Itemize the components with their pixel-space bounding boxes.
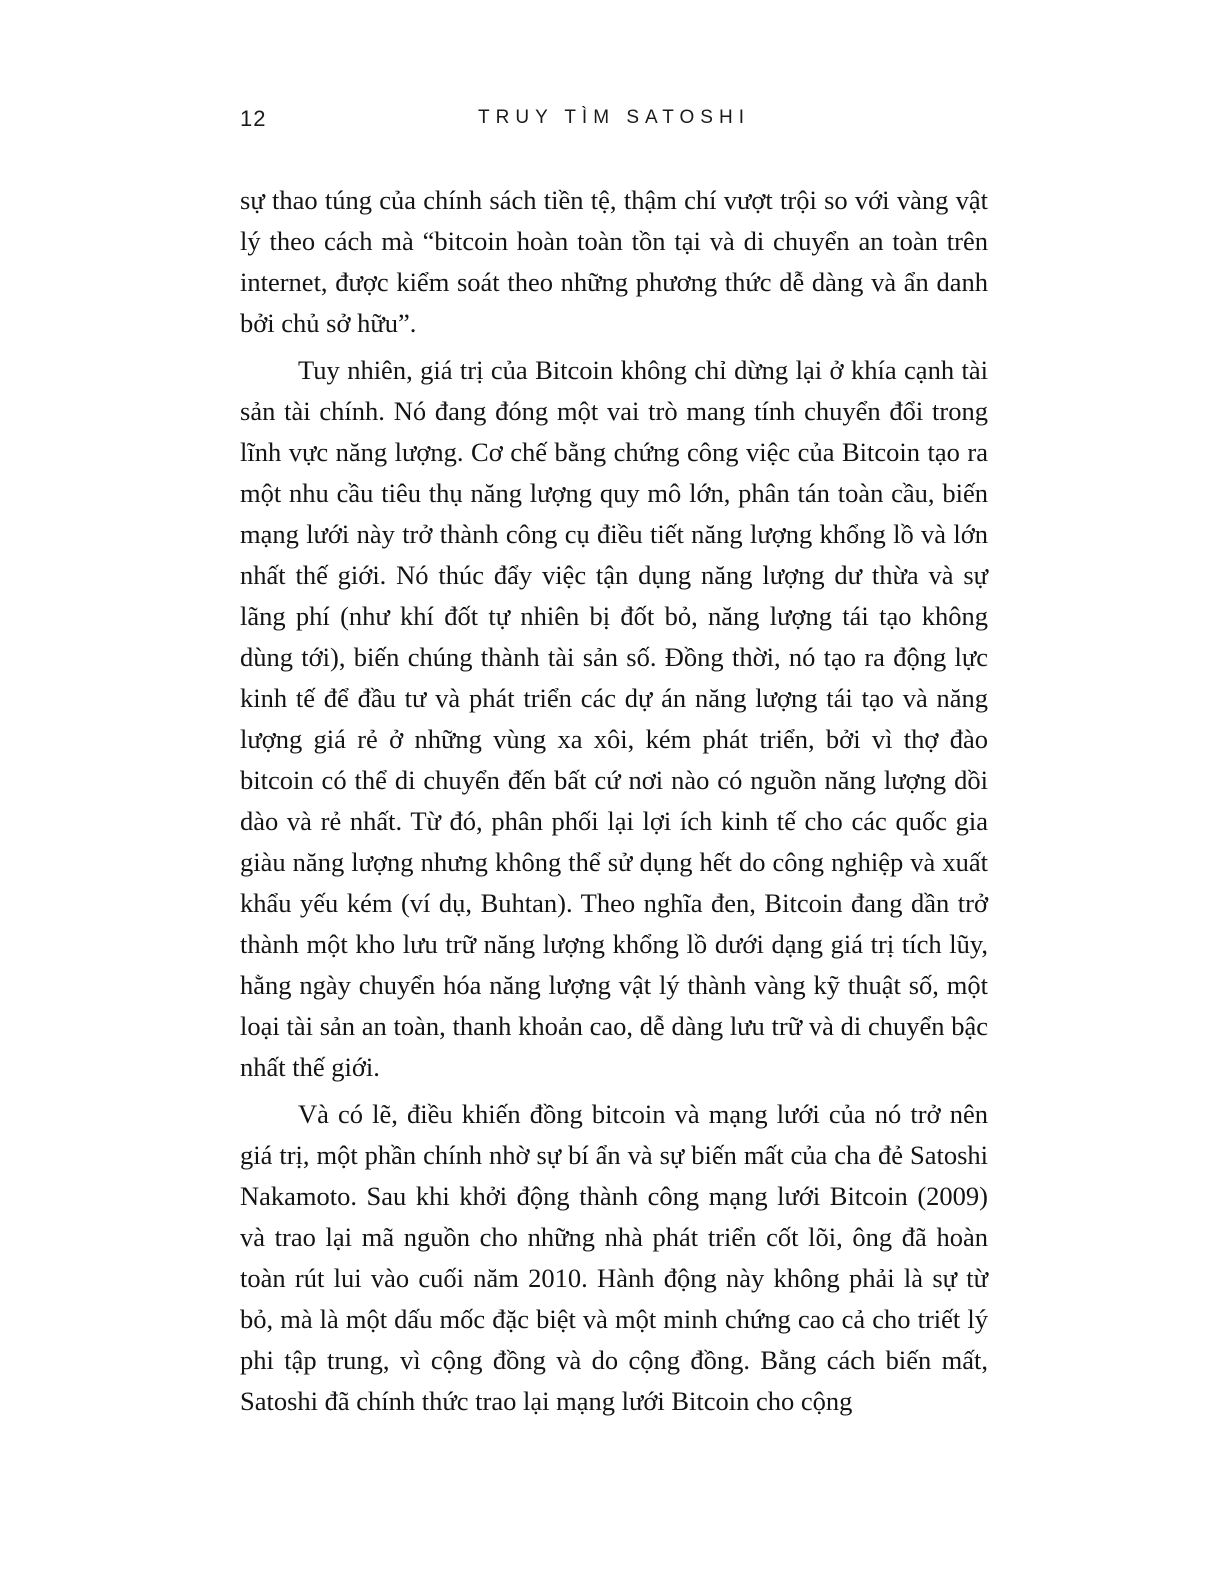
paragraph: Và có lẽ, điều khiến đồng bitcoin và mạng lưới của nó trở nên giá trị, một phần chính nhờ sự bí ẩn và sự biến mất của cha đẻ Satoshi Nakamoto. Sau khi khởi động thành công mạng lưới Bitcoin (2009) và trao lại mã nguồn cho những nhà phát triển cốt lõi, ông đã hoàn toàn rút lui vào cuối năm 2010. Hành động này không phải là sự từ bỏ, mà là một dấu mốc đặc biệt và một minh chứng cao cả cho triết lý phi tập trung, vì cộng đồng và do cộng đồng. Bằng cách biến mất, Satoshi đã chính thức trao lại mạng lưới Bitcoin cho cộng (240, 1099, 988, 1416)
page-content (240, 106, 988, 1428)
body-text (240, 180, 988, 1422)
running-header (240, 106, 988, 136)
paragraph: Tuy nhiên, giá trị của Bitcoin không chỉ dừng lại ở khía cạnh tài sản tài chính. Nó đang đóng một vai trò mang tính chuyển đổi trong lĩnh vực năng lượng. Cơ chế bằng chứng công việc của Bitcoin tạo ra một nhu cầu tiêu thụ năng lượng quy mô lớn, phân tán toàn cầu, biến mạng lưới này trở thành công cụ điều tiết năng lượng khổng lồ và lớn nhất thế giới. Nó thúc đẩy việc tận dụng năng lượng dư thừa và sự lãng phí (như khí đốt tự nhiên bị đốt bỏ, năng lượng tái tạo không dùng tới), biến chúng thành tài sản số. Đồng thời, nó tạo ra động lực kinh tế để đầu tư và phát triển các dự án năng lượng tái tạo và năng lượng giá rẻ ở những vùng xa xôi, kém phát triển, bởi vì thợ đào bitcoin có thể di chuyển đến bất cứ nơi nào có nguồn năng lượng dồi dào và rẻ nhất. Từ đó, phân phối lại lợi ích kinh tế cho các quốc gia giàu năng lượng nhưng không thể sử dụng hết do công nghiệp và xuất khẩu yếu kém (ví dụ, Buhtan). Theo nghĩa đen, Bitcoin đang dần trở thành một kho lưu trữ năng lượng khổng lồ dưới dạng giá trị tích lũy, hằng ngày chuyển hóa năng lượng vật lý thành vàng kỹ thuật số, một loại tài sản an toàn, thanh khoản cao, dễ dàng lưu trữ và di chuyển bậc nhất thế giới. (240, 355, 988, 1082)
paragraph: sự thao túng của chính sách tiền tệ, thậm chí vượt trội so với vàng vật lý theo cách mà “bitcoin hoàn toàn tồn tại và di chuyển an toàn trên internet, được kiểm soát theo những phương thức dễ dàng và ẩn danh bởi chủ sở hữu”. (240, 185, 988, 338)
page-number: 12 (240, 106, 267, 131)
running-title: TRUY TÌM SATOSHI (478, 107, 750, 128)
